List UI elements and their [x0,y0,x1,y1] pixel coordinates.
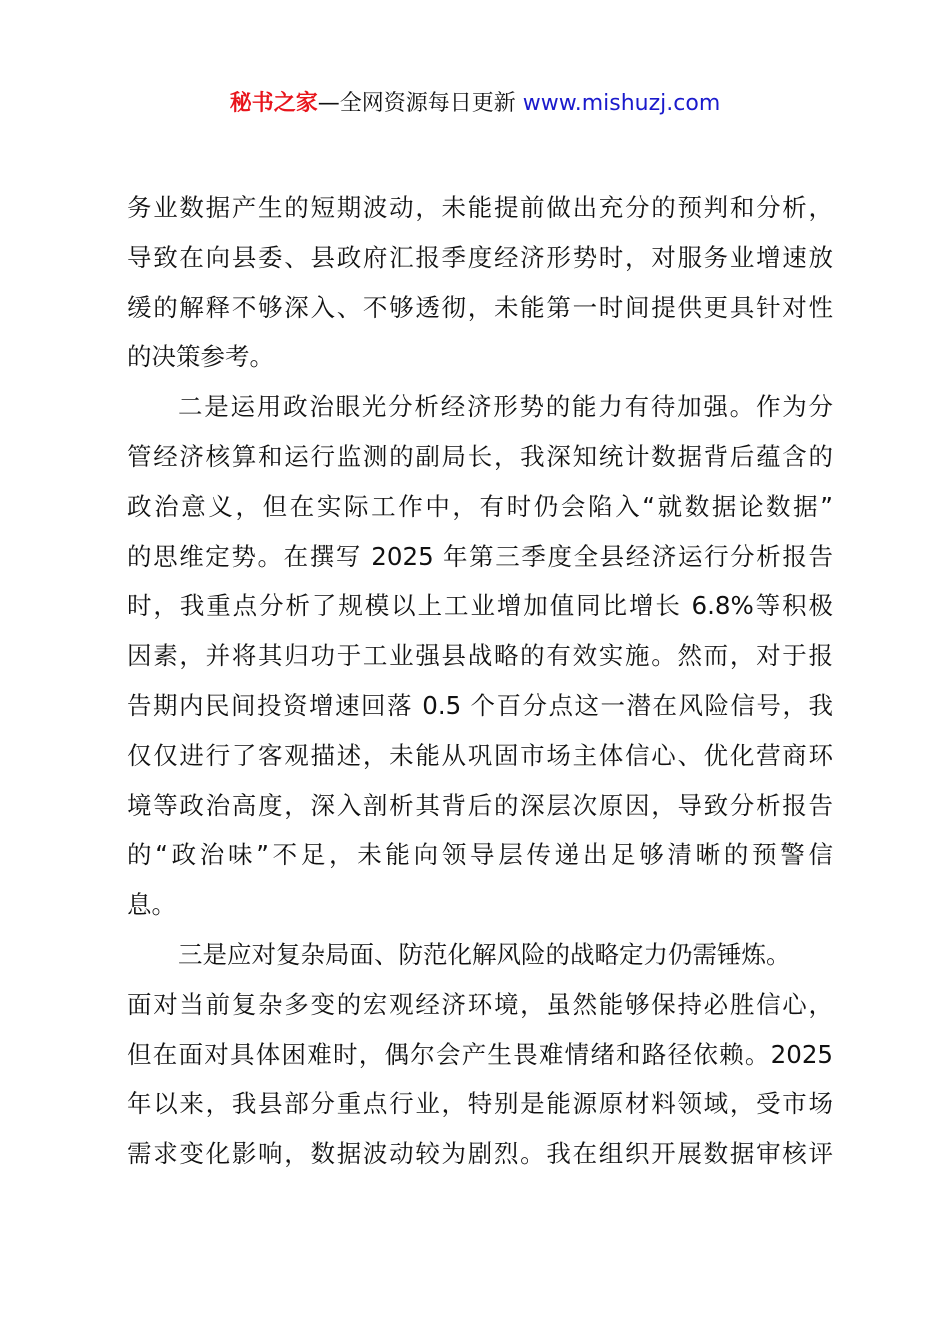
text-line: 面对当前复杂多变的宏观经济环境，虽然能够保持必胜信心， [127,989,833,1019]
text-line: 境等政治高度，深入剖析其背后的深层次原因，导致分析报告 [127,790,833,820]
text-line: 息。 [127,890,176,920]
site-header [0,88,950,120]
text-line: 三是应对复杂局面、防范化解风险的战略定力仍需锤炼。 [178,939,791,969]
text-line: 因素，并将其归功于工业强县战略的有效实施。然而，对于报 [127,641,833,671]
text-line: 年以来，我县部分重点行业，特别是能源原材料领域，受市场 [127,1089,833,1119]
text-line: 务业数据产生的短期波动，未能提前做出充分的预判和分析， [127,193,833,222]
text-line: 政治意义，但在实际工作中，有时仍会陷入“就数据论数据” [127,491,833,521]
text-line: 告期内民间投资增速回落 0.5 个百分点这一潜在风险信号，我 [127,690,833,720]
text-line: 的思维定势。在撰写 2025 年第三季度全县经济运行分析报告 [127,541,833,571]
paragraph [127,382,833,930]
text-line: 导致在向县委、县政府汇报季度经济形势时，对服务业增速放 [127,242,833,272]
paragraph [127,183,833,382]
document-body [127,183,833,1179]
text-line: 但在面对具体困难时，偶尔会产生畏难情绪和路径依赖。2025 [127,1039,833,1069]
site-url-link[interactable]: www.mishuzj.com [522,91,721,116]
text-line: 管经济核算和运行监测的副局长，我深知统计数据背后蕴含的 [127,441,833,471]
text-line: 的决策参考。 [127,342,274,372]
header-tagline: —全网资源每日更新 [317,91,523,116]
text-line: 仅仅进行了客观描述，未能从巩固市场主体信心、优化营商环 [127,740,833,770]
text-line: 二是运用政治眼光分析经济形势的能力有待加强。作为分 [178,392,833,422]
brand-name: 秘书之家 [229,91,318,116]
text-line: 的“政治味”不足，未能向领导层传递出足够清晰的预警信 [127,840,833,870]
text-line: 缓的解释不够深入、不够透彻，未能第一时间提供更具针对性 [127,292,833,322]
text-line: 需求变化影响，数据波动较为剧烈。我在组织开展数据审核评 [127,1139,833,1169]
text-line: 时，我重点分析了规模以上工业增加值同比增长 6.8%等积极 [127,591,833,621]
paragraph [127,930,833,1179]
